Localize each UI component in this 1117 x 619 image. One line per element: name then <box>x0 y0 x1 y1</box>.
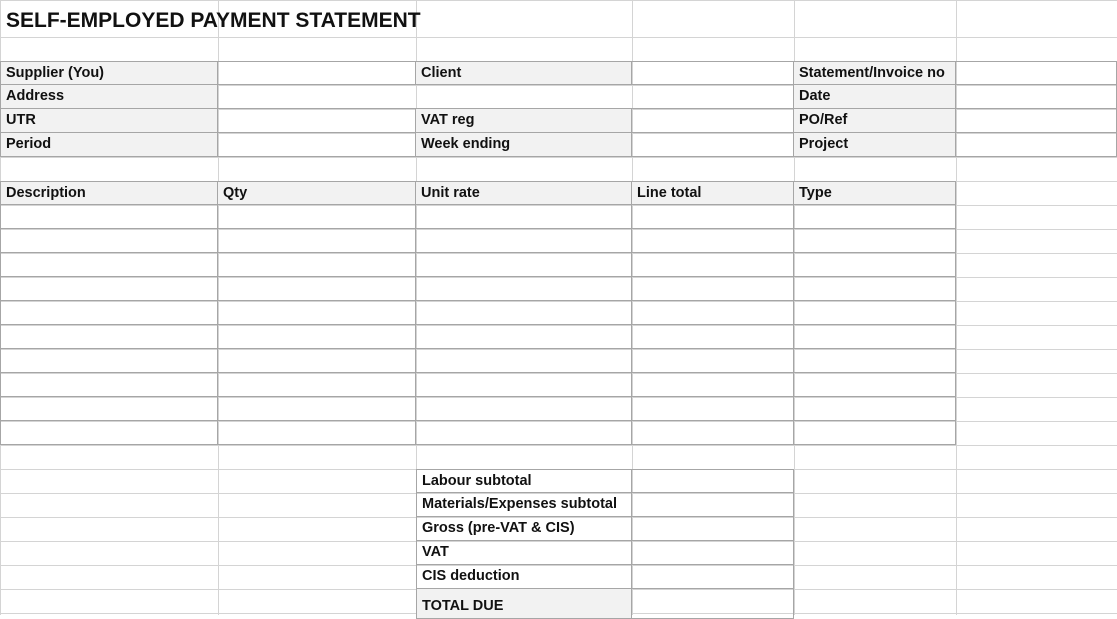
line-item-cell-type[interactable] <box>794 397 956 421</box>
value-materials-subtotal[interactable] <box>632 493 794 517</box>
label-cis-deduction[interactable]: CIS deduction <box>416 565 632 589</box>
label-date[interactable]: Date <box>794 85 956 109</box>
line-item-cell-type[interactable] <box>794 229 956 253</box>
input-project[interactable] <box>956 133 1117 157</box>
line-item-cell-qty[interactable] <box>218 301 416 325</box>
line-item-cell-type[interactable] <box>794 277 956 301</box>
label-gross[interactable]: Gross (pre-VAT & CIS) <box>416 517 632 541</box>
input-po-ref[interactable] <box>956 109 1117 133</box>
line-item-cell-description[interactable] <box>0 349 218 373</box>
label-vat[interactable]: VAT <box>416 541 632 565</box>
value-gross[interactable] <box>632 517 794 541</box>
line-item-cell-qty[interactable] <box>218 277 416 301</box>
value-labour-subtotal[interactable] <box>632 469 794 493</box>
line-item-cell-qty[interactable] <box>218 373 416 397</box>
label-labour-subtotal[interactable]: Labour subtotal <box>416 469 632 493</box>
line-item-cell-unit-rate[interactable] <box>416 325 632 349</box>
label-materials-subtotal[interactable]: Materials/Expenses subtotal <box>416 493 632 517</box>
line-item-cell-qty[interactable] <box>218 349 416 373</box>
line-item-cell-unit-rate[interactable] <box>416 277 632 301</box>
input-week-ending[interactable] <box>632 133 794 157</box>
line-item-cell-unit-rate[interactable] <box>416 349 632 373</box>
column-header-qty[interactable]: Qty <box>218 181 416 205</box>
line-item-cell-unit-rate[interactable] <box>416 301 632 325</box>
line-item-cell-type[interactable] <box>794 421 956 445</box>
line-item-cell-unit-rate[interactable] <box>416 253 632 277</box>
line-item-cell-line-total[interactable] <box>632 205 794 229</box>
column-header-description[interactable]: Description <box>0 181 218 205</box>
label-vat-reg[interactable]: VAT reg <box>416 109 632 133</box>
line-item-cell-type[interactable] <box>794 349 956 373</box>
line-item-cell-qty[interactable] <box>218 229 416 253</box>
input-period[interactable] <box>218 133 416 157</box>
label-address[interactable]: Address <box>0 85 218 109</box>
line-item-cell-description[interactable] <box>0 205 218 229</box>
label-client[interactable]: Client <box>416 61 632 85</box>
line-item-cell-description[interactable] <box>0 253 218 277</box>
value-cis-deduction[interactable] <box>632 565 794 589</box>
line-item-cell-type[interactable] <box>794 325 956 349</box>
line-item-cell-line-total[interactable] <box>632 373 794 397</box>
input-date[interactable] <box>956 85 1117 109</box>
line-item-cell-description[interactable] <box>0 421 218 445</box>
label-statement-no[interactable]: Statement/Invoice no <box>794 61 956 85</box>
line-item-cell-description[interactable] <box>0 373 218 397</box>
line-item-cell-description[interactable] <box>0 277 218 301</box>
line-item-cell-description[interactable] <box>0 325 218 349</box>
line-item-cell-line-total[interactable] <box>632 421 794 445</box>
label-total-due[interactable]: TOTAL DUE <box>416 589 632 619</box>
input-vat-reg[interactable] <box>632 109 794 133</box>
line-item-cell-type[interactable] <box>794 253 956 277</box>
value-vat[interactable] <box>632 541 794 565</box>
line-item-cell-qty[interactable] <box>218 421 416 445</box>
line-item-cell-line-total[interactable] <box>632 325 794 349</box>
column-header-type[interactable]: Type <box>794 181 956 205</box>
input-utr[interactable] <box>218 109 416 133</box>
line-item-cell-type[interactable] <box>794 205 956 229</box>
line-item-cell-line-total[interactable] <box>632 229 794 253</box>
line-item-cell-type[interactable] <box>794 301 956 325</box>
sheet-title[interactable]: SELF-EMPLOYED PAYMENT STATEMENT <box>6 8 421 32</box>
line-item-cell-line-total[interactable] <box>632 397 794 421</box>
label-utr[interactable]: UTR <box>0 109 218 133</box>
column-header-line-total[interactable]: Line total <box>632 181 794 205</box>
line-item-cell-description[interactable] <box>0 301 218 325</box>
label-week-ending[interactable]: Week ending <box>416 133 632 157</box>
line-item-cell-unit-rate[interactable] <box>416 205 632 229</box>
label-po-ref[interactable]: PO/Ref <box>794 109 956 133</box>
line-item-cell-line-total[interactable] <box>632 253 794 277</box>
line-item-cell-type[interactable] <box>794 373 956 397</box>
label-project[interactable]: Project <box>794 133 956 157</box>
input-statement-no[interactable] <box>956 61 1117 85</box>
input-supplier[interactable] <box>218 61 416 85</box>
line-item-cell-line-total[interactable] <box>632 301 794 325</box>
line-item-cell-unit-rate[interactable] <box>416 421 632 445</box>
line-item-cell-unit-rate[interactable] <box>416 229 632 253</box>
line-item-cell-description[interactable] <box>0 229 218 253</box>
line-item-cell-qty[interactable] <box>218 325 416 349</box>
line-item-cell-qty[interactable] <box>218 397 416 421</box>
line-item-cell-qty[interactable] <box>218 205 416 229</box>
line-item-cell-line-total[interactable] <box>632 277 794 301</box>
line-item-cell-qty[interactable] <box>218 253 416 277</box>
input-address[interactable] <box>218 85 794 109</box>
input-client[interactable] <box>632 61 794 85</box>
label-supplier[interactable]: Supplier (You) <box>0 61 218 85</box>
column-header-unit-rate[interactable]: Unit rate <box>416 181 632 205</box>
line-item-cell-description[interactable] <box>0 397 218 421</box>
label-period[interactable]: Period <box>0 133 218 157</box>
line-item-cell-unit-rate[interactable] <box>416 397 632 421</box>
line-item-cell-unit-rate[interactable] <box>416 373 632 397</box>
line-item-cell-line-total[interactable] <box>632 349 794 373</box>
